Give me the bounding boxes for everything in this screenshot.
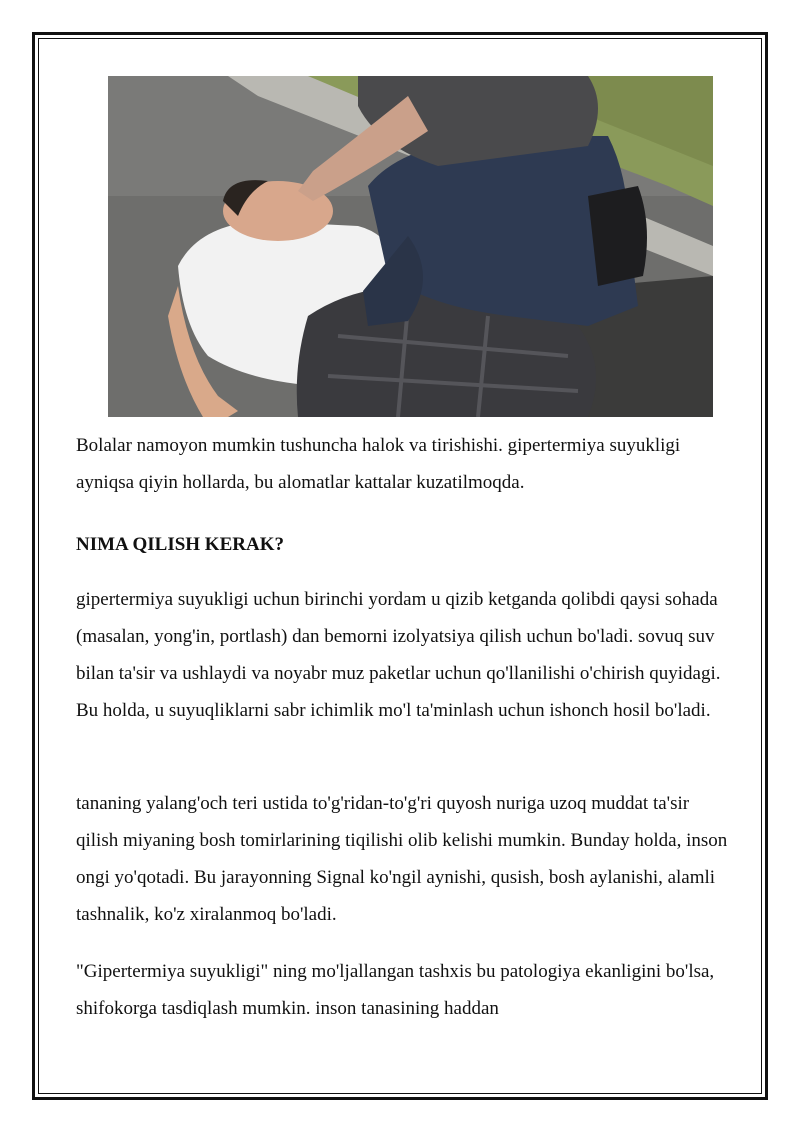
first-aid-photo xyxy=(108,76,713,417)
paragraph-intro: Bolalar namoyon mumkin tushuncha halok va tirishishi. gipertermiya suyukligi ayniqsa qiyin hollarda, bu alomatlar kattalar kuzatilmoqda. xyxy=(76,435,681,493)
paragraph-sun-exposure: tananing yalang'och teri ustida to'g'ridan-to'g'ri quyosh nuriga uzoq muddat ta'sir qilish miyaning bosh tomirlarining tiqilishi olib kelishi mumkin. Bunday holda, inson ongi yo'qotadi. Bu jarayonning Signal ko'ngil aynishi, qusish, bosh aylanishi, alamli tashnalik, ko'z xiralanmoq bo'ladi. xyxy=(76,793,728,925)
paragraph-first-aid: gipertermiya suyukligi uchun birinchi yordam u qizib ketganda qolibdi qaysi sohada (masalan, yong'in, portlash) dan bemorni izolyatsiya qilish uchun bo'ladi. sovuq suv bilan ta'sir va ushlaydi va noyabr muz paketlar uchun qo'llanilishi o'chirish quyidagi. Bu holda, u suyuqliklarni sabr ichimlik mo'l ta'minlash uchun ishonch hosil bo'ladi. xyxy=(76,589,721,721)
section-heading: NIMA QILISH KERAK? xyxy=(76,534,284,555)
paragraph-diagnosis: "Gipertermiya suyukligi" ning mo'ljallangan tashxis bu patologiya ekanligini bo'lsa, shifokorga tasdiqlash mumkin. inson tanasining haddan xyxy=(76,961,715,1019)
